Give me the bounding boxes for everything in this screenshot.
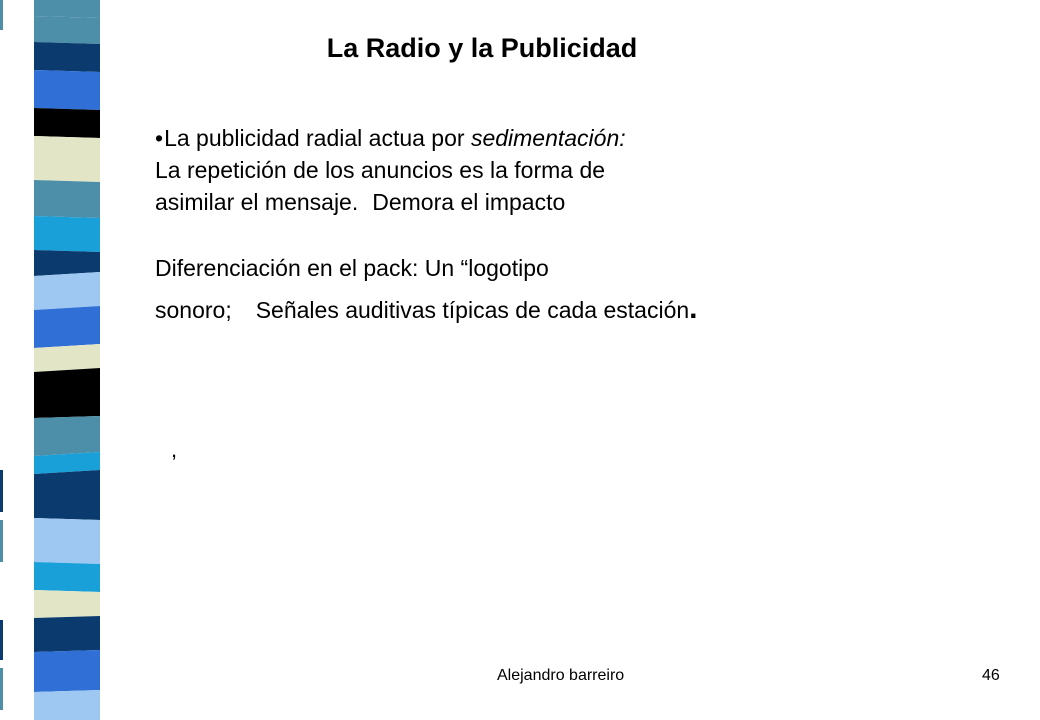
- page-number: 46: [982, 667, 1000, 684]
- stripe-band: [34, 416, 100, 456]
- bullet-icon: •: [155, 125, 164, 151]
- stripe-band: [34, 518, 100, 564]
- stripe-band: [34, 108, 100, 138]
- stripe-band: [34, 562, 100, 592]
- stripe-band: [34, 470, 100, 520]
- stripe-band: [34, 180, 100, 218]
- stripe-band: [34, 0, 100, 18]
- stripe-band: [34, 272, 100, 310]
- assimilate-text: asimilar el mensaje.: [155, 189, 359, 215]
- edge-mark: [0, 620, 3, 660]
- differentiation-text: Diferenciación en el pack: Un “logotipo: [155, 255, 549, 281]
- assimilate-line: [155, 185, 565, 219]
- stripe-band: [34, 616, 100, 652]
- stray-comma-mark: ,: [171, 437, 178, 462]
- stripe-band: [34, 650, 100, 692]
- stripe-band: [34, 690, 100, 720]
- repetition-text: La repetición de los anuncios es la forma de: [155, 157, 606, 183]
- stripe-shapes: [0, 0, 100, 720]
- edge-mark: [0, 470, 3, 512]
- stripe-band: [34, 368, 100, 418]
- edge-mark: [0, 520, 3, 562]
- sound-logo-line: [155, 293, 698, 327]
- edge-mark: [0, 668, 3, 710]
- footer-author: Alejandro barreiro: [497, 667, 625, 684]
- slide-title: La Radio y la Publicidad: [326, 33, 638, 63]
- decorative-stripe-bar: [0, 0, 120, 720]
- stripe-band: [34, 306, 100, 348]
- sound-logo-text: sonoro;: [155, 297, 232, 323]
- edge-mark: [0, 0, 3, 30]
- stripe-band: [34, 136, 100, 182]
- stripe-band: [34, 70, 100, 110]
- sedimentation-emphasis: sedimentación:: [470, 125, 626, 151]
- bullet-line-sedimentation: [155, 121, 626, 155]
- stripe-band: [34, 590, 100, 618]
- final-period: .: [689, 292, 698, 325]
- stripe-band: [34, 344, 100, 372]
- auditory-signals-text: Señales auditivas típicas de cada estación: [255, 297, 690, 323]
- sedimentation-text: La publicidad radial actua por: [164, 125, 471, 151]
- delay-impact-text: Demora el impacto: [372, 189, 566, 215]
- stripe-band: [34, 216, 100, 252]
- stripe-band: [34, 250, 100, 276]
